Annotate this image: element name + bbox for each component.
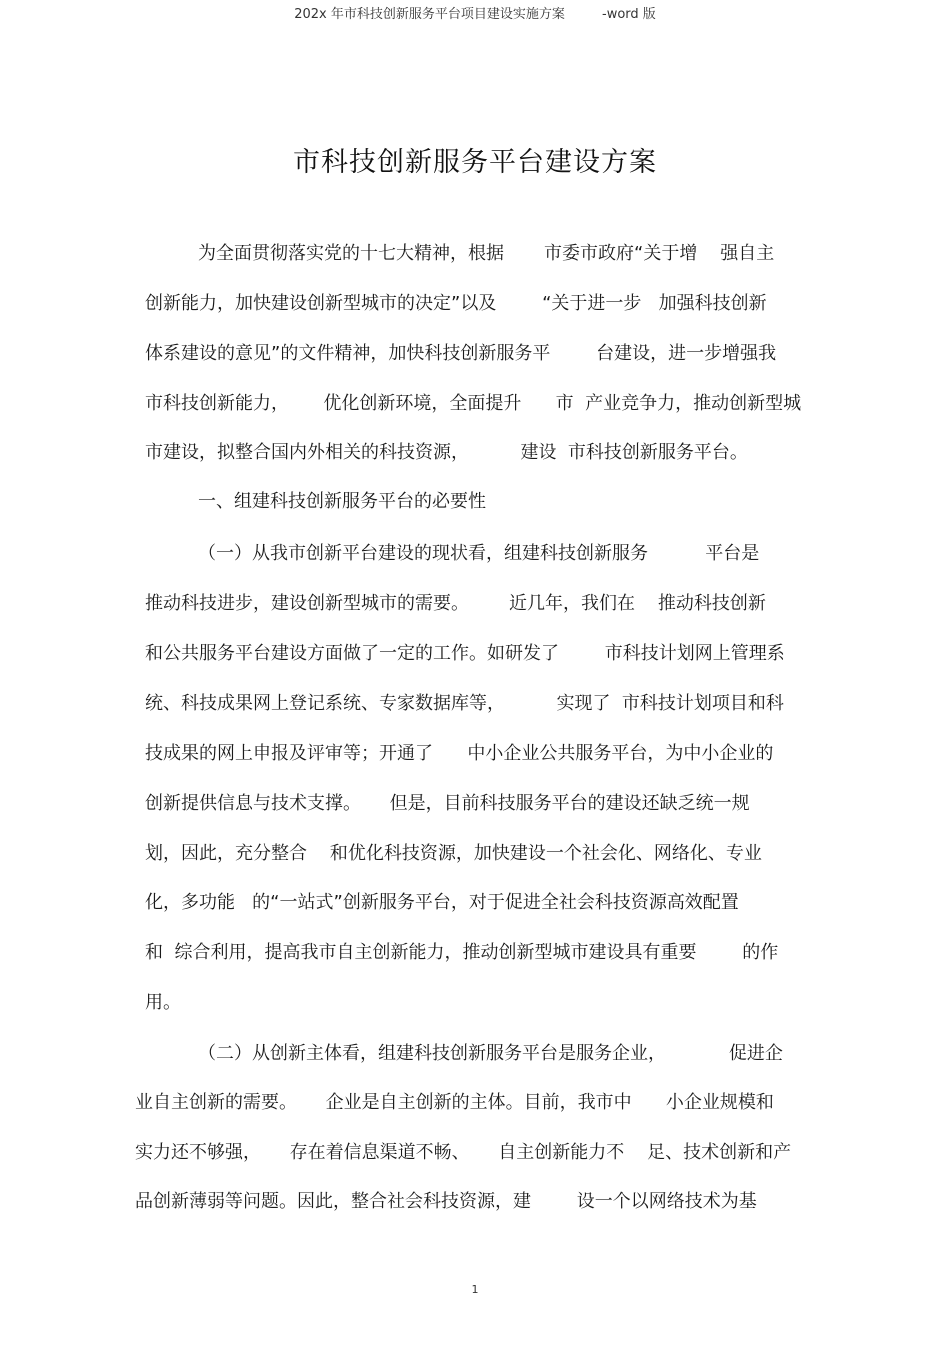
page-number: 1 [471, 1283, 479, 1296]
body-line: 统、科技成果网上登记系统、专家数据库等， 实现了 市科技计划项目和科 [145, 693, 784, 714]
body-line: （二）从创新主体看，组建科技创新服务平台是服务企业， 促进企 [198, 1043, 783, 1064]
body-line: 划，因此，充分整合 和优化科技资源，加快建设一个社会化、网络化、专业 [145, 843, 762, 864]
body-line: 用。 [145, 992, 181, 1013]
body-line: （一）从我市创新平台建设的现状看，组建科技创新服务 平台是 [198, 543, 760, 564]
body-line: 技成果的网上申报及评审等；开通了 中小企业公共服务平台，为中小企业的 [145, 743, 774, 764]
body-line: 化，多功能 的“一站式”创新服务平台，对于促进全社会科技资源高效配置 [145, 892, 739, 913]
body-line: 市科技创新能力， 优化创新环境，全面提升 市 产业竞争力，推动创新型城 [145, 393, 802, 414]
body-line: 体系建设的意见”的文件精神，加快科技创新服务平 台建设，进一步增强我 [145, 343, 777, 364]
body-line: 和 综合利用，提高我市自主创新能力，推动创新型城市建设具有重要 的作 [145, 942, 779, 963]
body-line: 实力还不够强， 存在着信息渠道不畅、 自主创新能力不 足、技术创新和产 [135, 1142, 792, 1163]
running-header: 202x 年市科技创新服务平台项目建设实施方案 -word 版 [294, 7, 656, 22]
body-line: 推动科技进步，建设创新型城市的需要。 近几年，我们在 推动科技创新 [145, 593, 766, 614]
body-line: 业自主创新的需要。 企业是自主创新的主体。目前，我市中 小企业规模和 [135, 1092, 774, 1113]
document-title: 市科技创新服务平台建设方案 [293, 147, 657, 178]
body-line: 创新能力，加快建设创新型城市的决定”以及 “关于进一步 加强科技创新 [145, 293, 767, 314]
body-line: 品创新薄弱等问题。因此，整合社会科技资源，建 设一个以网络技术为基 [135, 1191, 757, 1212]
body-line: 为全面贯彻落实党的十七大精神，根据 市委市政府“关于增 强自主 [198, 243, 775, 264]
body-line: 和公共服务平台建设方面做了一定的工作。如研发了 市科技计划网上管理系 [145, 643, 785, 664]
section-heading: 一、组建科技创新服务平台的必要性 [198, 491, 486, 512]
body-line: 创新提供信息与技术支撑。 但是，目前科技服务平台的建设还缺乏统一规 [145, 793, 750, 814]
body-line: 市建设，拟整合国内外相关的科技资源， 建设 市科技创新服务平台。 [145, 442, 748, 463]
